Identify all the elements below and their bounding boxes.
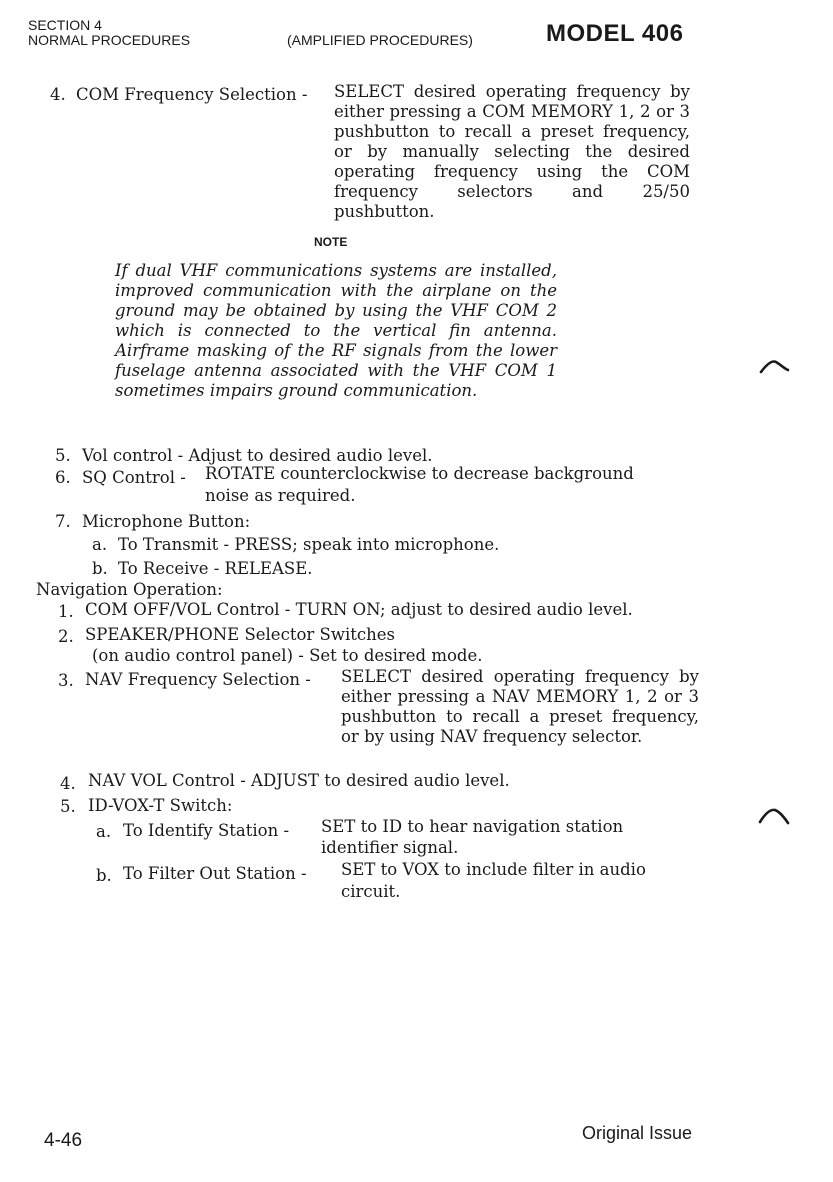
revision-mark <box>757 804 793 828</box>
sub-item-description: SET to VOX to include filter in audio <box>341 860 646 879</box>
sub-item-description-cont: circuit. <box>341 882 401 901</box>
sub-item-description: SET to ID to hear navigation station <box>321 817 624 836</box>
page-number: 4-46 <box>44 1130 83 1151</box>
item-number: 5. <box>60 797 76 816</box>
sub-item-title: To Filter Out Station - <box>123 864 307 883</box>
revision-mark <box>758 356 792 378</box>
item-text: ID-VOX-T Switch: <box>88 796 233 815</box>
item-title: NAV Frequency Selection - <box>85 670 311 689</box>
sub-item-letter: b. <box>96 866 112 885</box>
item-title: SQ Control - <box>82 468 186 487</box>
sub-item-letter: a. <box>96 822 112 841</box>
sub-item-description-cont: identifier signal. <box>321 838 459 857</box>
item-description: SELECT desired operating frequency by either pressing a COM MEMORY 1, 2 or 3 pushbutton to recall a preset frequency, or by manually selecting the desired operating frequency using the COM frequency selectors and 25/50 pushbutton. <box>334 82 690 221</box>
item-text: NAV VOL Control - ADJUST to desired audio level. <box>88 771 510 790</box>
item-number: 2. <box>58 627 74 646</box>
item-text: Microphone Button: <box>82 512 251 531</box>
issue-label: Original Issue <box>582 1123 693 1143</box>
item-text: Vol control - Adjust to desired audio level. <box>82 446 433 465</box>
section-title: NORMAL PROCEDURES <box>28 32 191 48</box>
header-center-label: (AMPLIFIED PROCEDURES) <box>287 32 473 48</box>
section-number: SECTION 4 <box>28 17 102 33</box>
note-label: NOTE <box>314 235 348 249</box>
item-number: 1. <box>58 602 74 621</box>
item-number: 4. <box>50 85 66 104</box>
item-number: 5. <box>55 446 71 465</box>
item-description: SELECT desired operating frequency by either pressing a NAV MEMORY 1, 2 or 3 pushbutton to recall a preset frequency, or by using NAV frequency selector. <box>341 667 699 746</box>
section-heading: Navigation Operation: <box>36 580 223 599</box>
item-number: 6. <box>55 468 71 487</box>
item-title: COM Frequency Selection - <box>76 85 308 104</box>
note-text: If dual VHF communications systems are installed, improved communication with the airplane on the ground may be obtained by using the VHF COM 2 which is connected to the vertical fin antenna. Airframe masking of the RF signals from the lower fuselage antenna associated with the VHF COM 1 sometimes impairs ground communication. <box>115 261 557 400</box>
item-number: 3. <box>58 671 74 690</box>
item-description-cont: noise as required. <box>205 486 356 505</box>
sub-item-letter: a. <box>92 535 108 554</box>
sub-item-text: To Transmit - PRESS; speak into microphone. <box>118 535 500 554</box>
item-description: ROTATE counterclockwise to decrease background <box>205 464 634 483</box>
item-number: 7. <box>55 512 71 531</box>
sub-item-title: To Identify Station - <box>123 821 290 840</box>
sub-item-text: To Receive - RELEASE. <box>118 559 313 578</box>
sub-item-letter: b. <box>92 559 108 578</box>
item-text-cont: (on audio control panel) - Set to desired mode. <box>92 646 483 665</box>
item-text: COM OFF/VOL Control - TURN ON; adjust to desired audio level. <box>85 600 633 619</box>
item-number: 4. <box>60 774 76 793</box>
item-text: SPEAKER/PHONE Selector Switches <box>85 625 395 644</box>
model-title: MODEL 406 <box>546 20 684 47</box>
